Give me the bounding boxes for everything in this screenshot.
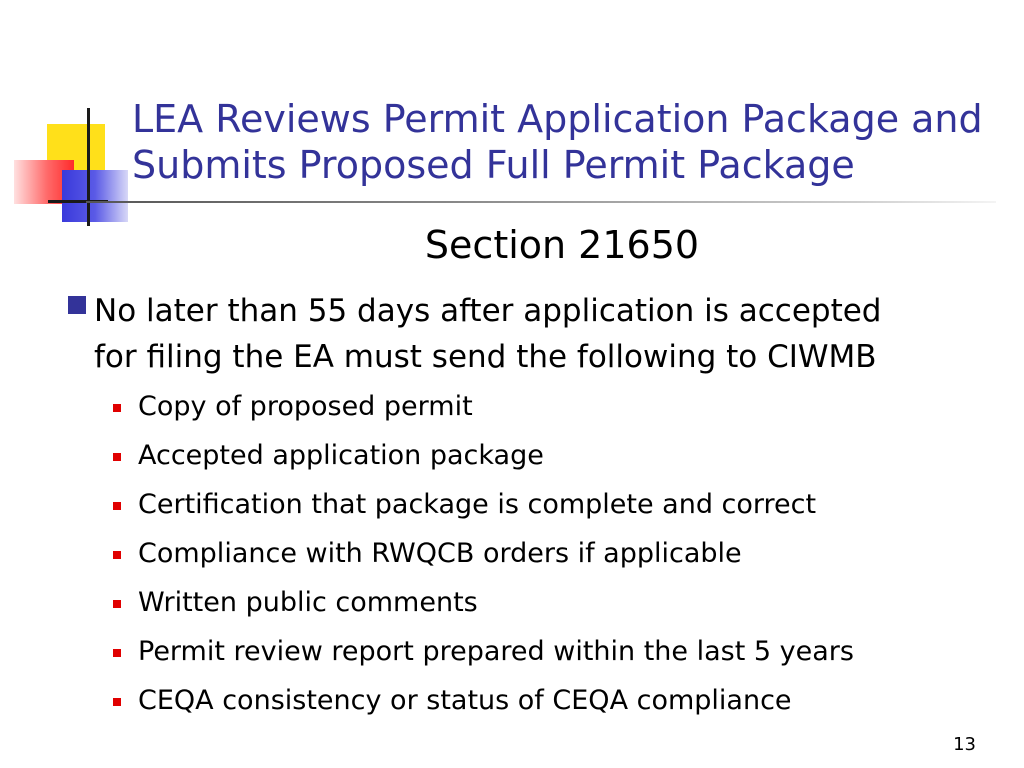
slide-title-line-2: Submits Proposed Full Permit Package [132,143,855,187]
sub-bullet-text: Certification that package is complete and correct [138,489,817,520]
sub-bullet-icon [113,698,121,706]
sub-bullet-icon [113,551,121,559]
sub-bullet-text: CEQA consistency or status of CEQA compliance [138,685,792,716]
decorative-logo [0,0,140,230]
sub-bullet-item [113,437,993,486]
blue-square-decoration [62,170,128,222]
sub-bullet-icon [113,453,121,461]
sub-bullet-icon [113,502,121,510]
slide-title-line-1: LEA Reviews Permit Application Package and [132,97,983,141]
vertical-line-decoration [87,108,90,226]
sub-bullet-item [113,486,993,535]
main-bullet-line-2: for filing the EA must send the following to CIWMB [94,339,877,375]
sub-bullet-list [113,388,993,731]
sub-bullet-text: Compliance with RWQCB orders if applicable [138,538,742,569]
sub-bullet-item [113,682,993,731]
sub-bullet-icon [113,600,121,608]
sub-bullet-item [113,633,993,682]
main-bullet [68,288,1008,380]
title-underline [86,201,996,203]
page-number: 13 [953,734,976,755]
slide-title [132,96,1012,188]
sub-bullet-text: Accepted application package [138,440,544,471]
sub-bullet-text: Copy of proposed permit [138,391,473,422]
section-heading: Section 21650 [424,223,700,267]
sub-bullet-item [113,388,993,437]
main-bullet-line-1: No later than 55 days after application is accepted [94,293,882,329]
sub-bullet-item [113,535,993,584]
sub-bullet-text: Permit review report prepared within the last 5 years [138,636,854,667]
sub-bullet-item [113,584,993,633]
sub-bullet-text: Written public comments [138,587,478,618]
sub-bullet-icon [113,649,121,657]
sub-bullet-icon [113,404,121,412]
